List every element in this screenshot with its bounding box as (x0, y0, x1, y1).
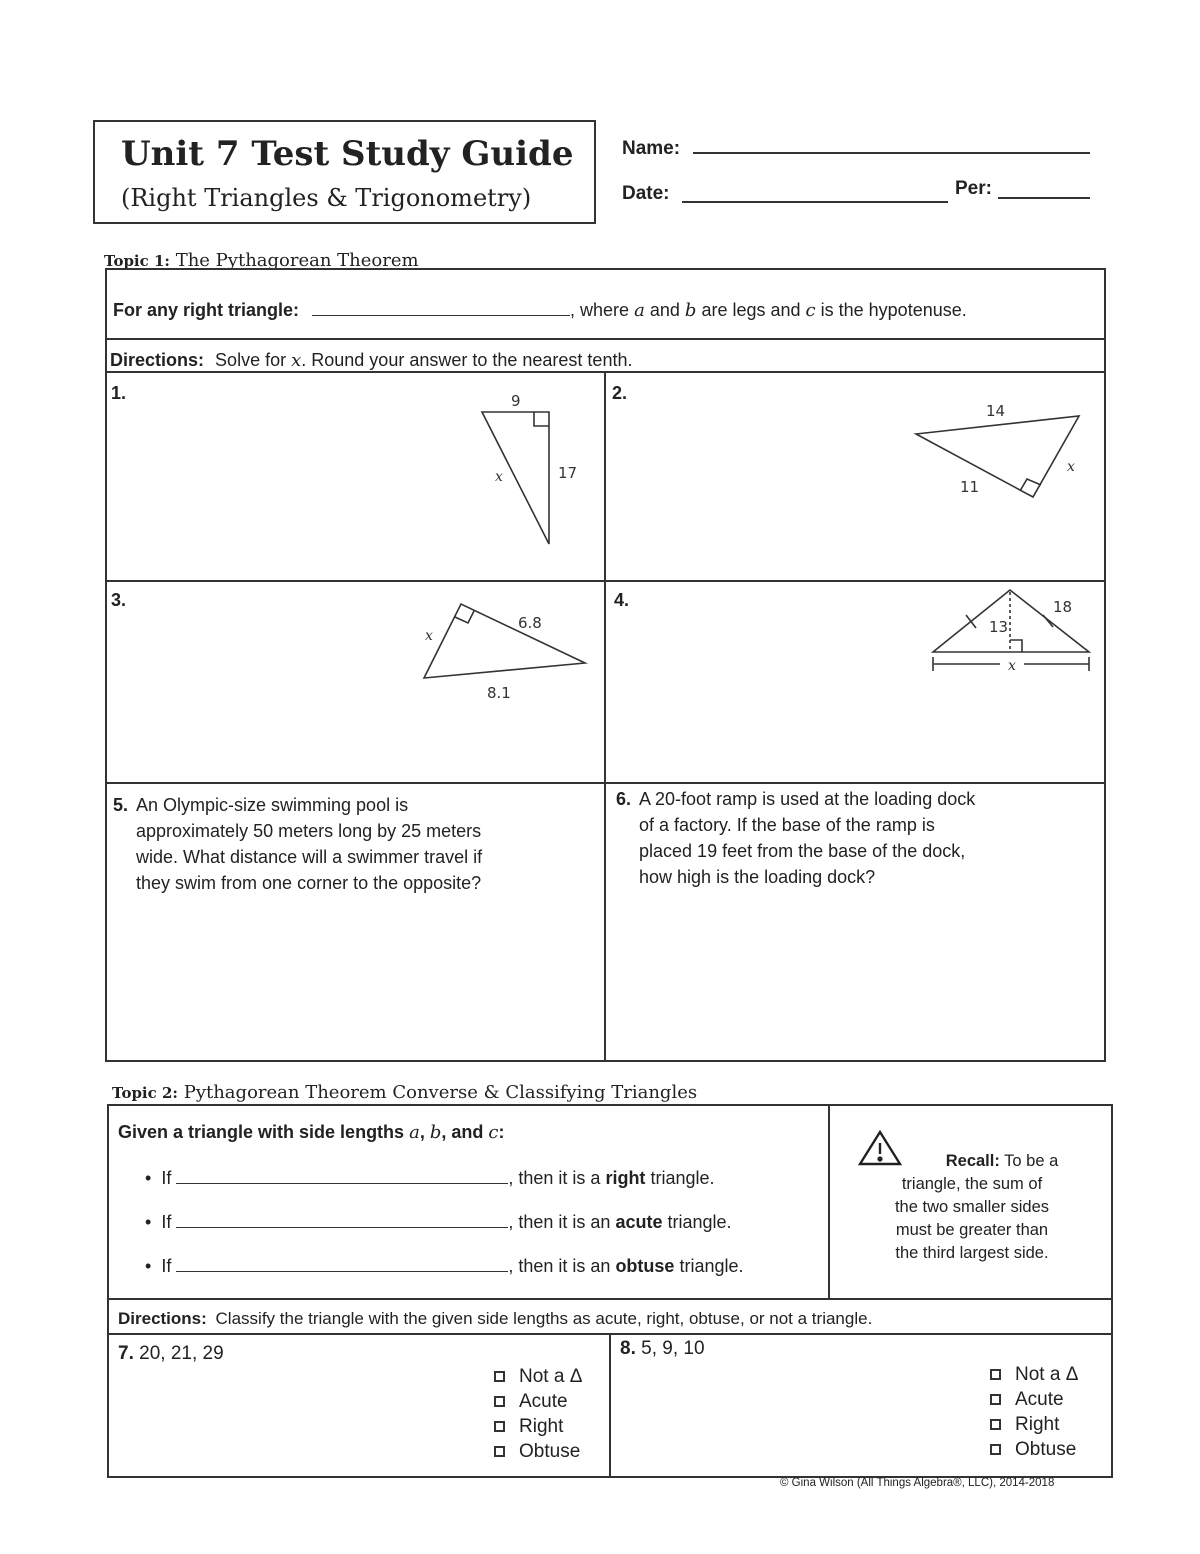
side-label: 8.1 (487, 684, 511, 702)
recall-note: Recall: To be a triangle, the sum of the two smaller sides must be greater than the third largest side. (894, 1152, 1059, 1262)
word-problem-6: 6. A 20-foot ramp is used at the loading dock of a factory. If the base of the ramp is placed 19 feet from the base of the dock, how high is the loading dock? (616, 789, 976, 887)
triangle-diagram-1 (482, 412, 549, 544)
name-label: Name: (622, 138, 681, 159)
topic2-heading: Topic 2: Pythagorean Theorem Converse & Classifying Triangles (112, 1082, 698, 1103)
triangle-diagram-2 (916, 416, 1079, 497)
option-right[interactable]: Right (494, 1414, 582, 1439)
checkbox-icon (494, 1446, 505, 1457)
side-label: 6.8 (518, 614, 542, 632)
option-obtuse[interactable]: Obtuse (494, 1439, 582, 1464)
checkbox-icon (990, 1394, 1001, 1405)
classification-bullets (145, 1168, 744, 1300)
side-label: 11 (960, 478, 980, 496)
problem-7-options (494, 1364, 582, 1464)
pythagorean-rule: For any right triangle: , where a and b are legs and c is the hypotenuse. (113, 300, 967, 321)
option-not-a-triangle[interactable]: Not a Δ (494, 1364, 582, 1389)
problem-7: 7. 20, 21, 29 (118, 1343, 224, 1364)
condition-blank[interactable] (176, 1183, 508, 1184)
problem-8: 8. 5, 9, 10 (620, 1338, 705, 1359)
option-obtuse[interactable]: Obtuse (990, 1437, 1078, 1462)
period-label: Per: (955, 178, 992, 199)
checkbox-icon (990, 1444, 1001, 1455)
problem-number: 4. (614, 590, 630, 610)
word-problem-5: 5. An Olympic-size swimming pool is approximately 50 meters long by 25 meters wide. What distance will a swimmer travel if they swim from one corner to the opposite? (113, 795, 483, 893)
list-item: • If , then it is an acute triangle. (145, 1212, 732, 1232)
checkbox-icon (990, 1419, 1001, 1430)
problem-number: 1. (111, 383, 127, 403)
side-label: 14 (986, 402, 1006, 420)
problem-number: 3. (111, 590, 127, 610)
problem-8-options (990, 1362, 1078, 1462)
copyright: © Gina Wilson (All Things Algebra®, LLC), 2014-2018 (780, 1477, 1055, 1489)
side-label: 18 (1053, 598, 1073, 616)
option-not-a-triangle[interactable]: Not a Δ (990, 1362, 1078, 1387)
option-acute[interactable]: Acute (990, 1387, 1078, 1412)
option-acute[interactable]: Acute (494, 1389, 582, 1414)
condition-blank[interactable] (176, 1227, 508, 1228)
checkbox-icon (494, 1421, 505, 1432)
topic2-directions: Directions: Classify the triangle with the given side lengths as acute, right, obtuse, or not a triangle. (118, 1309, 873, 1328)
checkbox-icon (494, 1371, 505, 1382)
checkbox-icon (990, 1369, 1001, 1380)
page-title: Unit 7 Test Study Guide (121, 134, 574, 174)
side-label: 17 (558, 464, 578, 482)
option-right[interactable]: Right (990, 1412, 1078, 1437)
side-label: x (1067, 459, 1075, 475)
side-label: 13 (989, 618, 1009, 636)
triangle-diagram-3 (424, 604, 585, 678)
given-triangle-statement: Given a triangle with side lengths a, b, and c: (118, 1122, 505, 1143)
side-label: 9 (511, 392, 521, 410)
side-label: x (495, 469, 503, 485)
checkbox-icon (494, 1396, 505, 1407)
topic1-heading: Topic 1: The Pythagorean Theorem (104, 250, 419, 271)
divider (609, 1333, 611, 1477)
problem-number: 2. (612, 383, 628, 403)
topic1-directions: Directions: Solve for x. Round your answer to the nearest tenth. (110, 350, 633, 371)
condition-blank[interactable] (176, 1271, 508, 1272)
date-label: Date: (622, 183, 670, 204)
list-item: • If , then it is an obtuse triangle. (145, 1256, 744, 1276)
side-label: x (425, 628, 433, 644)
page-subtitle: (Right Triangles & Trigonometry) (121, 184, 532, 212)
side-label: x (1008, 658, 1016, 674)
list-item: • If , then it is a right triangle. (145, 1168, 715, 1188)
divider (828, 1104, 830, 1300)
